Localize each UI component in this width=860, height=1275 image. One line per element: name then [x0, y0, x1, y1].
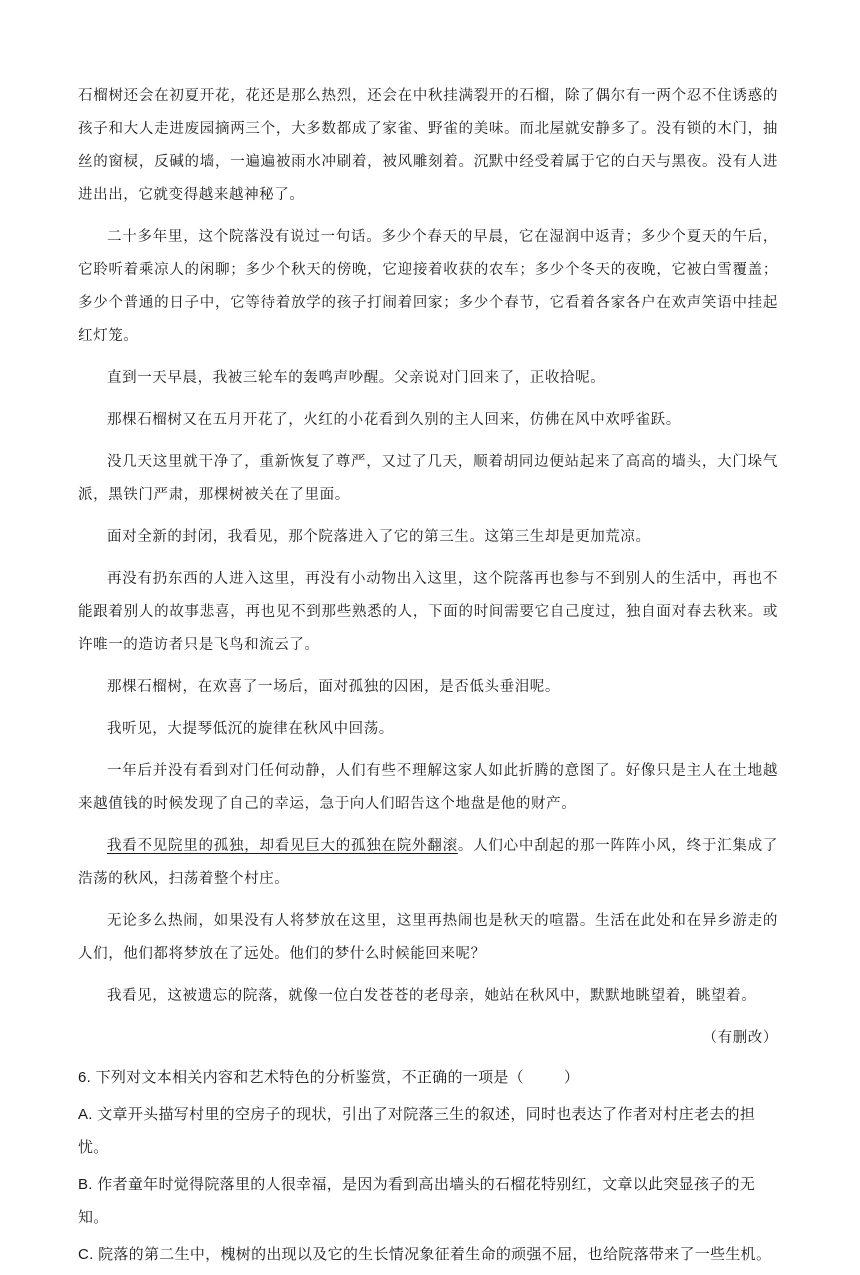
source-note: （有删改）: [702, 1030, 778, 1046]
option-c[interactable]: C. 院落的第二生中，槐树的出现以及它的生长情况象征着生命的顽强不屈，也给院落带来了一些生机。: [78, 1246, 772, 1263]
paragraph-10: 一年后并没有看到对门任何动静，人们有些不理解这家人如此折腾的意图了。好像只是主人在土地越来越值钱的时候发现了自己的幸运，急于向人们昭告这个地盘是他的财产。: [78, 763, 778, 812]
paragraph-underlined: [78, 830, 778, 896]
paragraph-13: 我看见，这被遗忘的院落，就像一位白发苍苍的老母亲，她站在秋风中，默默地眺望着，眺望着。: [107, 988, 757, 1004]
paragraph-4: 那棵石榴树又在五月开花了，火红的小花看到久别的主人回来，仿佛在风中欢呼雀跃。: [107, 412, 681, 428]
underlined-sentence: 我看不见院里的孤独，却看见巨大的孤独在院外翻滚: [107, 838, 458, 854]
question-stem-prefix: 6. 下列对文本相关内容和艺术特色的分析鉴赏，不正确的一项是（: [78, 1069, 524, 1086]
paragraph-6: 面对全新的封闭，我看见，那个院落进入了它的第三生。这第三生却是更加荒凉。: [107, 529, 651, 545]
paragraph-3: 直到一天早晨，我被三轮车的轰鸣声吵醒。父亲说对门回来了，正收拾呢。: [107, 370, 606, 386]
document-page: [78, 80, 778, 1275]
paragraph-9: 我听见，大提琴低沉的旋律在秋风中回荡。: [107, 721, 394, 737]
question-stem: [78, 1061, 778, 1094]
paragraph-7: 再没有扔东西的人进入这里，再没有小动物出入这里，这个院落再也参与不到别人的生活中，再也不能跟着别人的故事悲喜，再也见不到那些熟悉的人，下面的时间需要它自己度过，独自面对春去秋来。或许唯一的造访者只是飞鸟和流云了。: [78, 571, 778, 653]
paragraph-12: 无论多么热闹，如果没有人将梦放在这里，这里再热闹也是秋天的喧嚣。生活在此处和在异乡游走的人们，他们都将梦放在了远处。他们的梦什么时候能回来呢？: [78, 913, 778, 962]
underlined-continuation: 。人们心中刮起的那一阵阵小风，终于汇集成了浩荡的秋风，扫荡着整个村庄。: [78, 838, 778, 887]
paragraph-8: 那棵石榴树，在欢喜了一场后，面对孤独的囚困，是否低头垂泪呢。: [107, 679, 560, 695]
paragraph-2: 二十多年里，这个院落没有说过一句话。多少个春天的早晨，它在湿润中返青；多少个夏天的午后，它聆听着乘凉人的闲聊；多少个秋天的傍晚，它迎接着收获的农车；多少个冬天的夜晚，它被白雪覆盖；多少个普通的日子中，它等待着放学的孩子打闹着回家；多少个春节，它看着各家各户在欢声笑语中挂起红灯笼。: [78, 229, 778, 344]
paragraph-5: 没几天这里就干净了，重新恢复了尊严，又过了几天，顺着胡同边便站起来了高高的墙头，大门垛气派，黑铁门严肃，那棵树被关在了里面。: [78, 454, 778, 503]
option-a[interactable]: A. 文章开头描写村里的空房子的现状，引出了对院落三生的叙述，同时也表达了作者对村庄老去的担忧。: [78, 1106, 756, 1156]
option-b[interactable]: B. 作者童年时觉得院落里的人很幸福，是因为看到高出墙头的石榴花特别红，文章以此突显孩子的无知。: [78, 1176, 756, 1226]
paragraph-1: 石榴树还会在初夏开花，花还是那么热烈，还会在中秋挂满裂开的石榴，除了偶尔有一两个忍不住诱惑的孩子和大人走进废园摘两三个，大多数都成了家雀、野雀的美味。而北屋就安静多了。没有锁的木门，抽丝的窗棂，反碱的墙，一遍遍被雨水冲刷着，被风雕刻着。沉默中经受着属于它的白天与黑夜。没有人进进出出，它就变得越来越神秘了。: [78, 88, 778, 203]
question-stem-suffix: ）: [563, 1069, 580, 1086]
